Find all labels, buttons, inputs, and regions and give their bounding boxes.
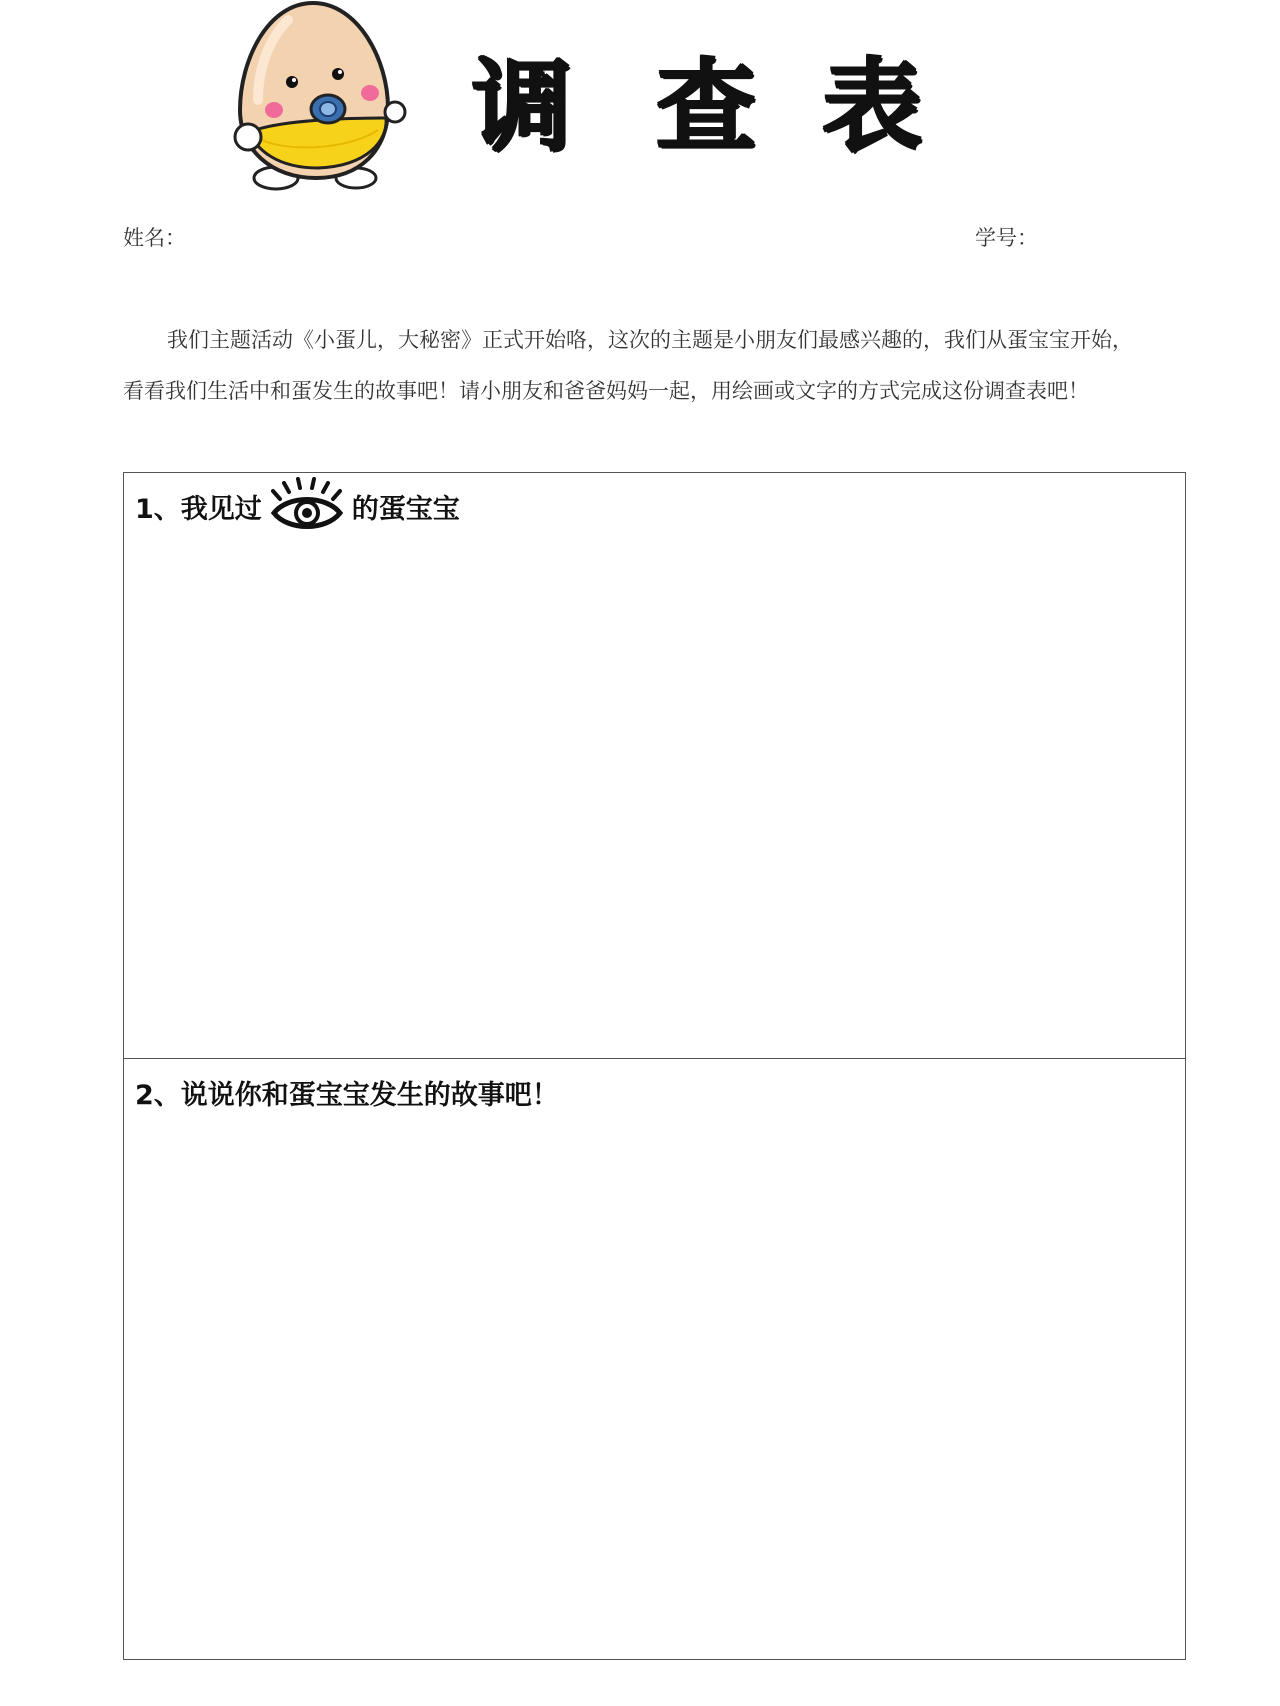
eye-icon <box>270 477 344 535</box>
question-1-heading <box>135 487 460 526</box>
question-1-prefix: 1、我见过 <box>135 494 262 525</box>
page-title-char-3: 表 <box>822 48 922 165</box>
question-1-suffix: 的蛋宝宝 <box>351 494 460 525</box>
intro-line-1: 我们主题活动《小蛋儿，大秘密》正式开始咯，这次的主题是小朋友们最感兴趣的，我们从蛋宝宝开始， <box>167 328 1133 352</box>
page-title-char-2: 查 <box>656 48 756 165</box>
answer-box-1[interactable] <box>123 472 1186 1059</box>
answer-box-2[interactable] <box>123 1058 1186 1660</box>
egg-baby-mascot-icon <box>228 0 418 196</box>
page-title-char-1: 调 <box>472 48 572 165</box>
student-id-field-label: 学号： <box>975 226 1038 250</box>
name-field-label: 姓名： <box>123 226 186 250</box>
intro-line-2: 看看我们生活中和蛋发生的故事吧！请小朋友和爸爸妈妈一起，用绘画或文字的方式完成这份调查表吧！ <box>123 379 1089 403</box>
question-2-heading <box>135 1073 559 1112</box>
intro-paragraph <box>123 315 1193 417</box>
question-2-text: 2、说说你和蛋宝宝发生的故事吧！ <box>135 1080 559 1111</box>
